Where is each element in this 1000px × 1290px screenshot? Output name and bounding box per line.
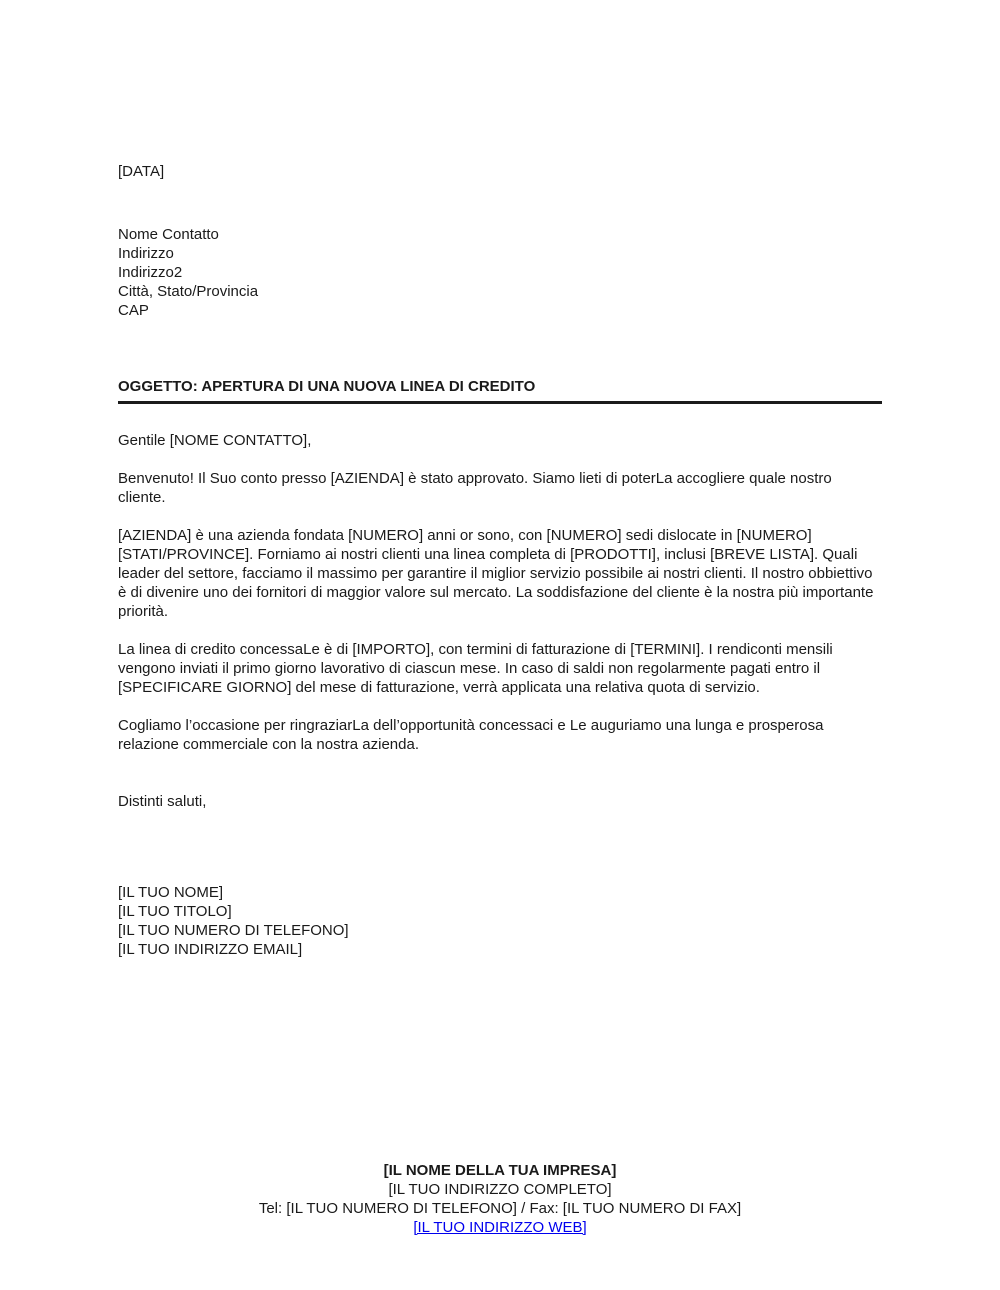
recipient-address2: Indirizzo2 bbox=[118, 264, 183, 281]
body-paragraph-1: Benvenuto! Il Suo conto presso [AZIENDA] è stato approvato. Siamo lieti di poterLa accogliere quale nostro cliente. bbox=[118, 470, 832, 506]
footer-web-link[interactable]: [IL TUO INDIRIZZO WEB] bbox=[413, 1219, 587, 1236]
subject-line: OGGETTO: APERTURA DI UNA NUOVA LINEA DI CREDITO bbox=[118, 378, 536, 395]
body-paragraph-3: La linea di credito concessaLe è di [IMPORTO], con termini di fatturazione di [TERMINI]. I rendiconti mensili vengono inviati il primo giorno lavorativo di ciascun mese. In caso di saldi non regolarmente pagati entro il [SPECIFICARE GIORNO] del mese di fatturazione, verrà applicata una relativa quota di servizio. bbox=[118, 641, 833, 696]
footer-address: [IL TUO INDIRIZZO COMPLETO] bbox=[388, 1181, 612, 1198]
recipient-name: Nome Contatto bbox=[118, 226, 219, 243]
recipient-city-state: Città, Stato/Provincia bbox=[118, 283, 259, 300]
letter-footer bbox=[0, 1161, 1000, 1237]
body-paragraph-4: Cogliamo l’occasione per ringraziarLa dell’opportunità concessaci e Le auguriamo una lunga e prosperosa relazione commerciale con la nostra azienda. bbox=[118, 717, 824, 753]
footer-tel-fax: Tel: [IL TUO NUMERO DI TELEFONO] / Fax: [IL TUO NUMERO DI FAX] bbox=[258, 1200, 742, 1217]
date-placeholder: [DATA] bbox=[118, 163, 165, 180]
salutation: Gentile [NOME CONTATTO], bbox=[118, 432, 312, 449]
subject-divider bbox=[118, 401, 882, 404]
signature-name: [IL TUO NOME] bbox=[118, 884, 224, 901]
signature-email: [IL TUO INDIRIZZO EMAIL] bbox=[118, 941, 303, 958]
recipient-block bbox=[118, 225, 882, 320]
recipient-address1: Indirizzo bbox=[118, 245, 174, 262]
closing-salutation: Distinti saluti, bbox=[118, 793, 207, 810]
body-paragraph-2: [AZIENDA] è una azienda fondata [NUMERO] anni or sono, con [NUMERO] sedi dislocate in [NUMERO] [STATI/PROVINCE]. Forniamo ai nostri clienti una linea completa di [PRODOTTI], inclusi [BREVE LISTA]. Quali leader del settore, facciamo il massimo per garantire il miglior servizio possibile ai nostri clienti. Il nostro obbiettivo è di divenire uno dei fornitori di maggior valore sul mercato. La soddisfazione del cliente è la nostra più importante priorità. bbox=[118, 527, 874, 620]
signature-block bbox=[118, 883, 882, 959]
signature-phone: [IL TUO NUMERO DI TELEFONO] bbox=[118, 922, 349, 939]
footer-company-name: [IL NOME DELLA TUA IMPRESA] bbox=[383, 1162, 617, 1179]
recipient-zip: CAP bbox=[118, 302, 149, 319]
signature-title: [IL TUO TITOLO] bbox=[118, 903, 232, 920]
